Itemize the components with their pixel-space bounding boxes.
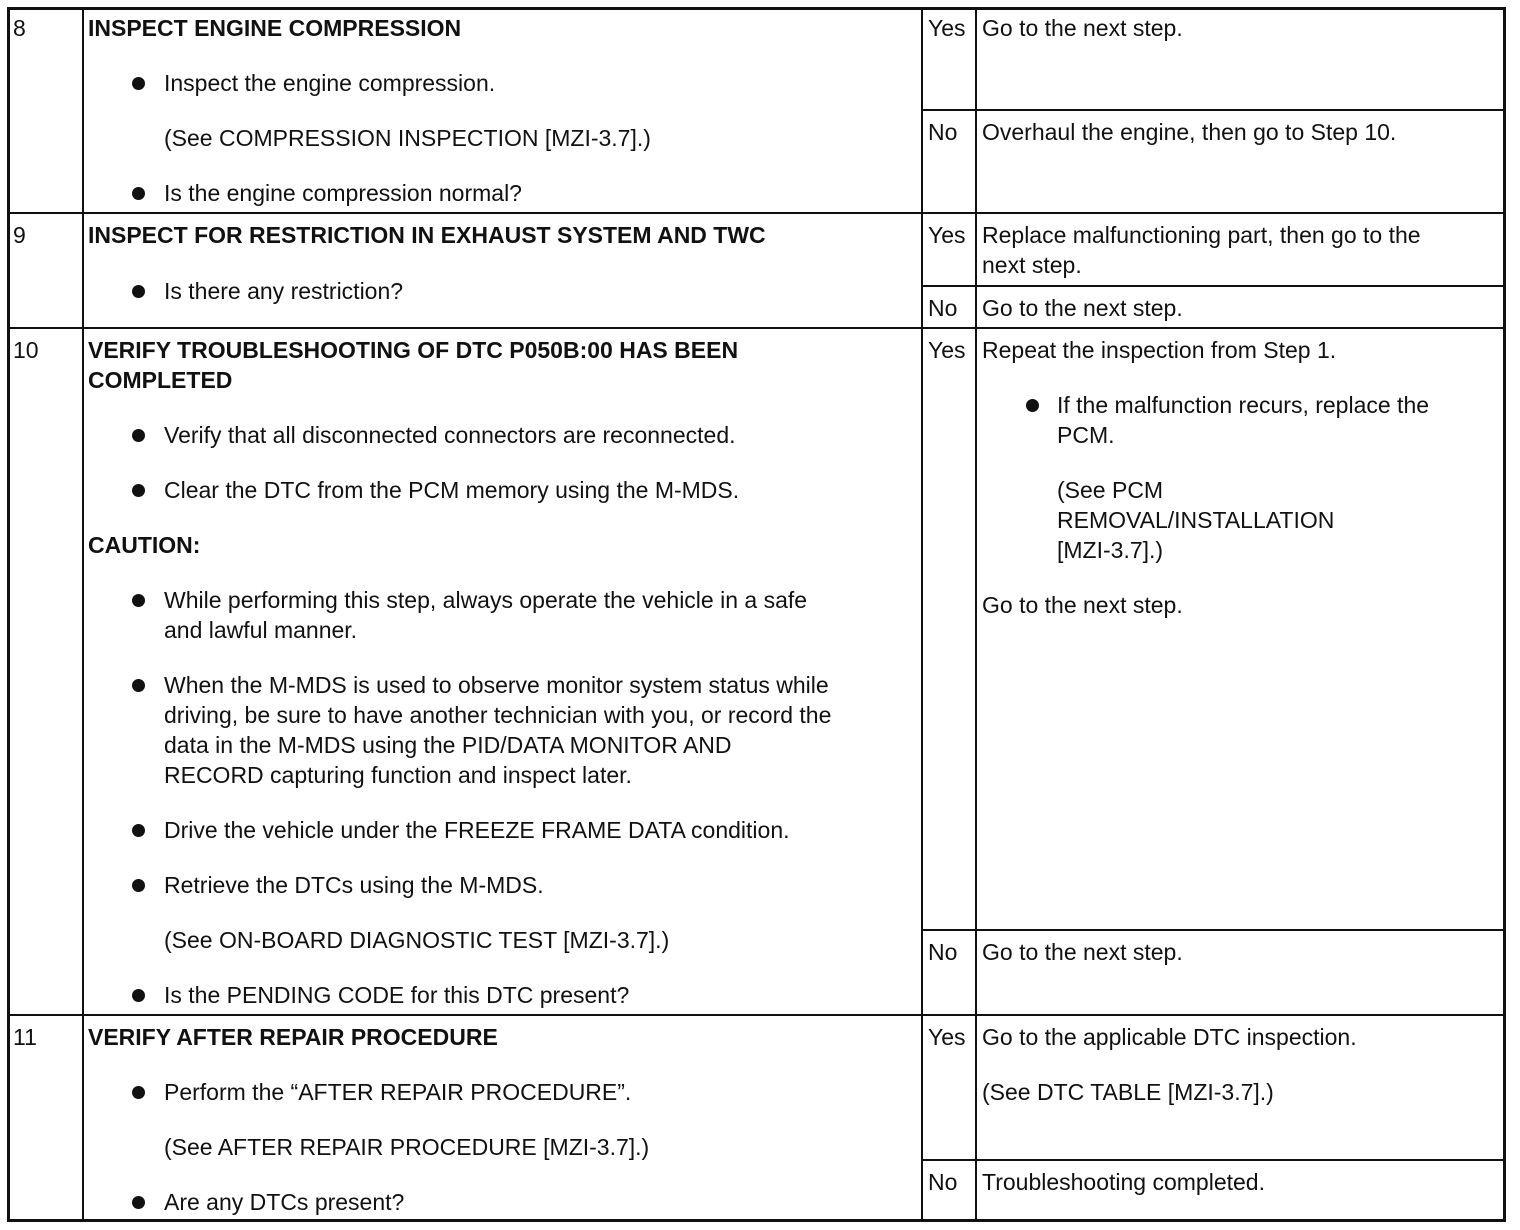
- caution-item: When the M-MDS is used to observe monitor system status while: [164, 672, 829, 698]
- reference: [MZI-3.7].): [1057, 537, 1164, 563]
- bullet-icon: [132, 77, 145, 90]
- yes-label: Yes: [928, 222, 966, 248]
- bullet-icon: [132, 187, 145, 200]
- bullet-icon: [132, 429, 145, 442]
- instruction: Retrieve the DTCs using the M-MDS.: [164, 872, 544, 898]
- no-label: No: [928, 295, 958, 321]
- bullet-icon: [132, 1196, 145, 1209]
- yes-action: Replace malfunctioning part, then go to the: [982, 222, 1421, 248]
- reference: (See PCM: [1057, 477, 1164, 503]
- yes-action: next step.: [982, 252, 1082, 278]
- yes-action: Go to the applicable DTC inspection.: [982, 1024, 1357, 1050]
- instruction: Is the PENDING CODE for this DTC present?: [164, 982, 630, 1008]
- reference: (See AFTER REPAIR PROCEDURE [MZI-3.7].): [164, 1134, 650, 1160]
- bullet-icon: [132, 879, 145, 892]
- step-title: VERIFY AFTER REPAIR PROCEDURE: [88, 1024, 498, 1050]
- step-number: 9: [13, 222, 26, 248]
- yes-label: Yes: [928, 15, 966, 41]
- bullet-icon: [1026, 399, 1039, 412]
- reference: (See DTC TABLE [MZI-3.7].): [982, 1079, 1274, 1105]
- step-title: INSPECT FOR RESTRICTION IN EXHAUST SYSTEM AND TWC: [88, 222, 766, 248]
- step-number: 11: [13, 1024, 37, 1050]
- yes-action: Go to the next step.: [982, 15, 1183, 41]
- yes-label: Yes: [928, 1024, 966, 1050]
- yes-no-divider: [922, 1159, 1505, 1161]
- no-action: Go to the next step.: [982, 939, 1183, 965]
- bullet-icon: [132, 594, 145, 607]
- yes-next: Go to the next step.: [982, 592, 1183, 618]
- step-title: COMPLETED: [88, 367, 233, 393]
- reference: (See COMPRESSION INSPECTION [MZI-3.7].): [164, 125, 651, 151]
- step-title: VERIFY TROUBLESHOOTING OF DTC P050B:00 HAS BEEN: [88, 337, 739, 363]
- yes-sub-action: If the malfunction recurs, replace the: [1057, 392, 1430, 418]
- caution-item: While performing this step, always operate the vehicle in a safe: [164, 587, 808, 613]
- bullet-icon: [132, 824, 145, 837]
- yes-no-divider: [922, 285, 1505, 287]
- instruction: Drive the vehicle under the FREEZE FRAME DATA condition.: [164, 817, 790, 843]
- instruction: Are any DTCs present?: [164, 1189, 405, 1215]
- yes-sub-action: PCM.: [1057, 422, 1115, 448]
- no-action: Overhaul the engine, then go to Step 10.: [982, 119, 1397, 145]
- bullet-icon: [132, 285, 145, 298]
- yes-label: Yes: [928, 337, 966, 363]
- caution-item: and lawful manner.: [164, 617, 358, 643]
- instruction: Is there any restriction?: [164, 278, 404, 304]
- row-divider: [8, 212, 1505, 214]
- no-label: No: [928, 1169, 958, 1195]
- row-divider: [8, 327, 1505, 329]
- step-title: INSPECT ENGINE COMPRESSION: [88, 15, 462, 41]
- no-label: No: [928, 119, 958, 145]
- reference: (See ON-BOARD DIAGNOSTIC TEST [MZI-3.7].): [164, 927, 670, 953]
- bullet-icon: [132, 989, 145, 1002]
- yes-action: Repeat the inspection from Step 1.: [982, 337, 1337, 363]
- reference: REMOVAL/INSTALLATION: [1057, 507, 1335, 533]
- step-number: 8: [13, 15, 26, 41]
- column-divider-action: [975, 8, 977, 1221]
- row-divider: [8, 1014, 1505, 1016]
- caution-item: RECORD capturing function and inspect later.: [164, 762, 632, 788]
- no-label: No: [928, 939, 958, 965]
- instruction: Verify that all disconnected connectors are reconnected.: [164, 422, 736, 448]
- column-divider-step: [82, 8, 84, 1221]
- instruction: Is the engine compression normal?: [164, 180, 522, 206]
- no-action: Go to the next step.: [982, 295, 1183, 321]
- caution-heading: CAUTION:: [88, 532, 201, 558]
- bullet-icon: [132, 1086, 145, 1099]
- no-action: Troubleshooting completed.: [982, 1169, 1265, 1195]
- yes-no-divider: [922, 109, 1505, 111]
- instruction: Inspect the engine compression.: [164, 70, 496, 96]
- instruction: Clear the DTC from the PCM memory using the M-MDS.: [164, 477, 740, 503]
- caution-item: data in the M-MDS using the PID/DATA MONITOR AND: [164, 732, 732, 758]
- instruction: Perform the “AFTER REPAIR PROCEDURE”.: [164, 1079, 632, 1105]
- yes-no-divider: [922, 929, 1505, 931]
- caution-item: driving, be sure to have another technician with you, or record the: [164, 702, 832, 728]
- bullet-icon: [132, 484, 145, 497]
- bullet-icon: [132, 679, 145, 692]
- step-number: 10: [13, 337, 39, 363]
- column-divider-result: [921, 8, 923, 1221]
